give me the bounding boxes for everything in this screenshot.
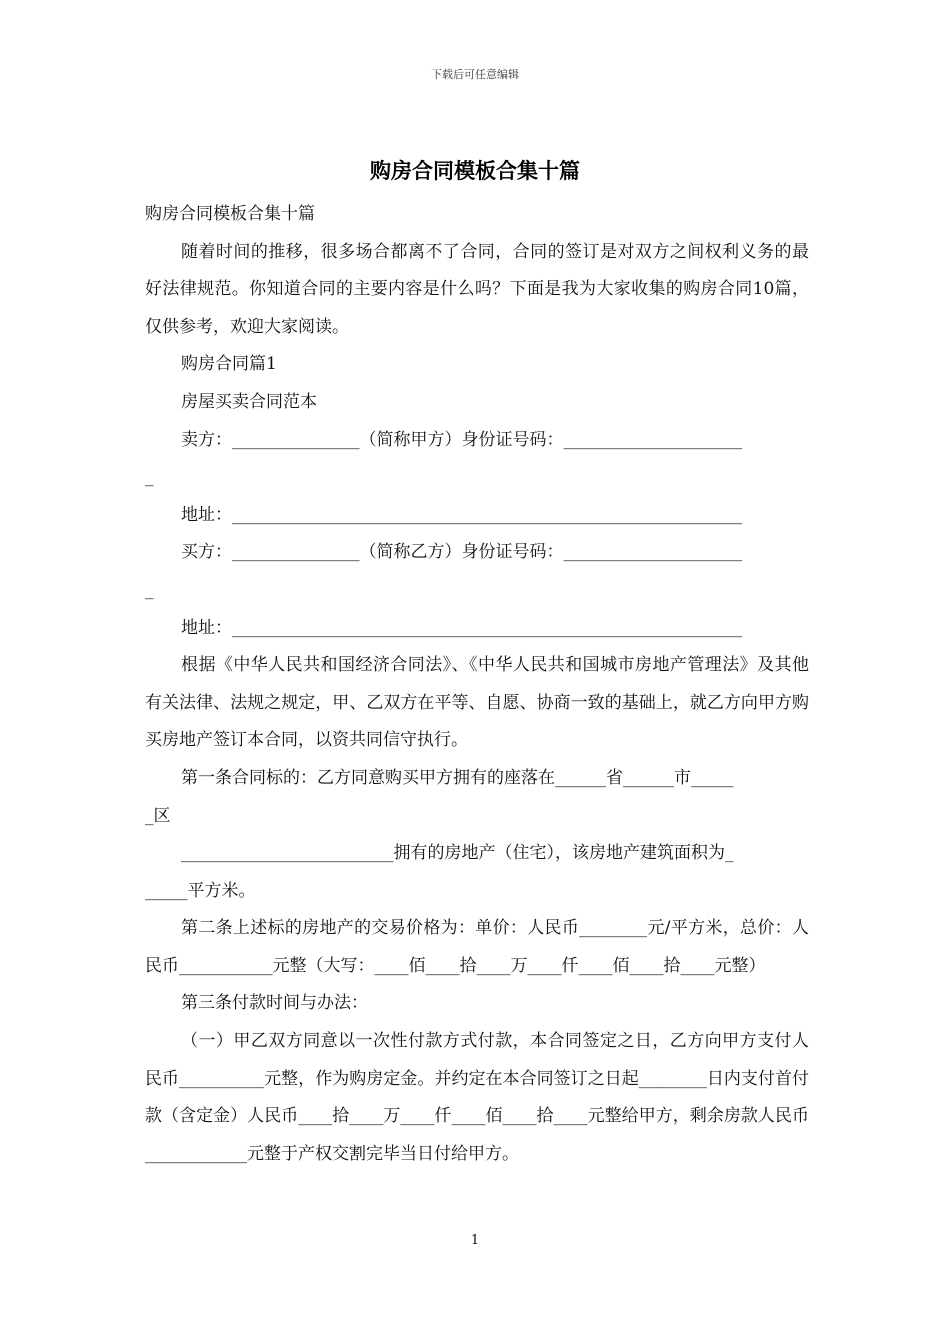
- header-note: 下载后可任意编辑: [431, 68, 519, 81]
- seller-line-overflow: _: [145, 467, 154, 488]
- paragraph-subtitle: 购房合同模板合集十篇: [145, 204, 315, 224]
- buyer-address-line: 地址：____________________________________________________________: [181, 617, 742, 638]
- article-1-property: _________________________拥有的房地产（住宅），该房地产建筑面积为_: [181, 843, 734, 864]
- paragraph-intro: 随着时间的推移，很多场合都离不了合同，合同的签订是对双方之间权利义务的最好法律规范。你知道合同的主要内容是什么吗？下面是我为大家收集的购房合同10篇，仅供参考，欢迎大家阅读。: [145, 241, 809, 337]
- buyer-line: 买方：_______________（简称乙方）身份证号码：_____________________: [181, 542, 742, 563]
- page-number: 1: [470, 1233, 480, 1248]
- section-heading: 购房合同篇1: [181, 354, 277, 375]
- buyer-line-overflow: _: [145, 579, 154, 600]
- article-1-area: _____平方米。: [145, 880, 256, 901]
- article-3-clause-1: （一）甲乙双方同意以一次性付款方式付款，本合同签定之日，乙方向甲方支付人民币__________元整，作为购房定金。并约定在本合同签订之日起________日内支付首付款（含定金）人民币____拾____万____仟____佰____拾____元整给甲方，剩余房款人民币____________元整于产权交割完毕当日付给甲方。: [145, 1031, 809, 1164]
- article-1-line: 第一条合同标的：乙方同意购买甲方拥有的座落在______省______市_____: [181, 767, 734, 788]
- document-title: 购房合同模板合集十篇: [370, 158, 580, 183]
- document-body: [145, 196, 809, 1173]
- seller-line: 卖方：_______________（简称甲方）身份证号码：_____________________: [181, 429, 742, 450]
- article-3-heading: 第三条付款时间与办法：: [181, 993, 368, 1014]
- contract-name: 房屋买卖合同范本: [181, 391, 317, 412]
- article-1-district: _区: [145, 805, 171, 826]
- seller-address-line: 地址：____________________________________________________________: [181, 504, 742, 525]
- paragraph-legal-basis: 根据《中华人民共和国经济合同法》、《中华人民共和国城市房地产管理法》及其他有关法律、法规之规定，甲、乙双方在平等、自愿、协商一致的基础上，就乙方向甲方购买房地产签订本合同，以资共同信守执行。: [145, 655, 809, 751]
- article-2-price: 第二条上述标的房地产的交易价格为：单价：人民币________元/平方米，总价：人民币___________元整（大写：____佰____拾____万____仟____佰____拾____元整）: [145, 918, 809, 976]
